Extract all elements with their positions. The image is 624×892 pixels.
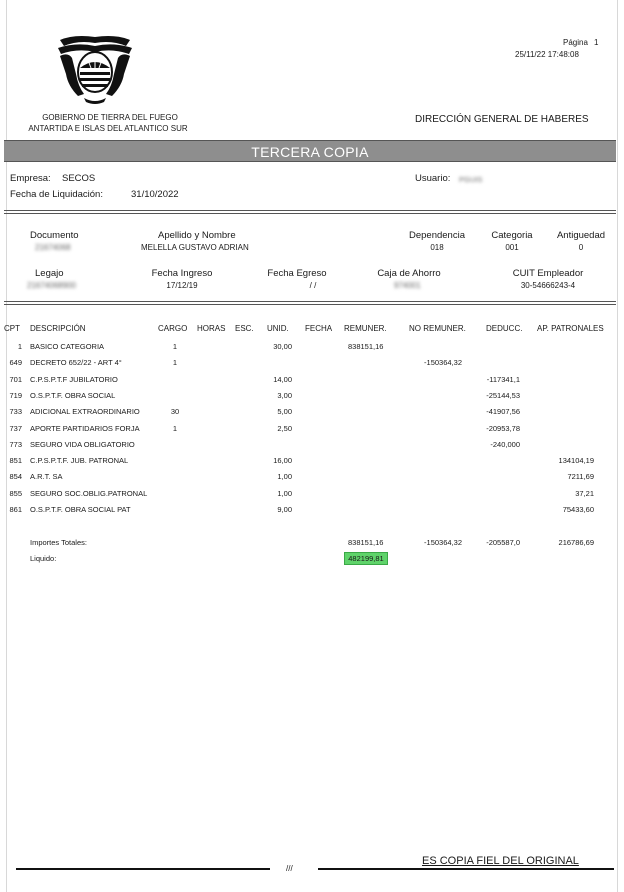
cell-unid: 30,00 xyxy=(273,342,292,351)
empresa-value: SECOS xyxy=(62,173,96,184)
divider-top xyxy=(4,210,616,214)
cell-remuner: 838151,16 xyxy=(348,342,384,351)
col-deducc: DEDUCC. xyxy=(486,324,523,333)
ingreso-value: 17/12/19 xyxy=(166,281,198,290)
direction-title: DIRECCIÓN GENERAL DE HABERES xyxy=(415,114,589,125)
caja-value: 974001 xyxy=(394,281,421,290)
usuario-value: PGUIS xyxy=(459,175,483,184)
totals-label: Importes Totales: xyxy=(30,538,87,547)
col-cpt: CPT xyxy=(4,324,20,333)
categoria-label: Categoria xyxy=(491,230,533,241)
cell-cargo: 30 xyxy=(170,407,180,416)
liquido-value: 482199,81 xyxy=(348,554,384,563)
cell-deducc: -20953,78 xyxy=(486,424,520,433)
certification-text: ES COPIA FIEL DEL ORIGINAL xyxy=(422,855,579,867)
nombre-value: MELELLA GUSTAVO ADRIAN xyxy=(141,243,249,252)
col-fecha: FECHA xyxy=(305,324,333,333)
cell-deducc: -240,000 xyxy=(490,440,520,449)
footer-mark: /// xyxy=(286,864,293,873)
copy-title-bar xyxy=(4,140,616,162)
gov-line-1: GOBIERNO DE TIERRA DEL FUEGO xyxy=(42,113,178,122)
cell-descripcion: SEGURO VIDA OBLIGATORIO xyxy=(30,440,135,449)
page-right-edge xyxy=(617,0,618,892)
page-number: 1 xyxy=(594,38,599,47)
categoria-value: 001 xyxy=(505,243,519,252)
col-unid: UNID. xyxy=(267,324,289,333)
cell-cpt: 861 xyxy=(9,505,22,514)
cell-unid: 14,00 xyxy=(273,375,292,384)
col-cargo: CARGO xyxy=(158,324,188,333)
cell-no-remuner: -150364,32 xyxy=(424,358,462,367)
cell-unid: 9,00 xyxy=(277,505,292,514)
legajo-label: Legajo xyxy=(35,268,64,279)
documento-value: 21674068 xyxy=(35,243,71,252)
copy-title: TERCERA COPIA xyxy=(251,144,369,160)
cell-descripcion: A.R.T. SA xyxy=(30,472,63,481)
cell-ap-patronales: 7211,69 xyxy=(567,472,594,481)
egreso-value: / / xyxy=(309,281,317,290)
cell-cargo: 1 xyxy=(172,424,178,433)
totals-ap-patronales: 216786,69 xyxy=(558,538,594,547)
cell-descripcion: O.S.P.T.F. OBRA SOCIAL PAT xyxy=(30,505,131,514)
cell-cargo: 1 xyxy=(172,358,178,367)
cell-descripcion: C.P.S.P.T.F. JUB. PATRONAL xyxy=(30,456,129,465)
fecha-liquidacion-label: Fecha de Liquidación: xyxy=(10,189,103,200)
cell-descripcion: ADICIONAL EXTRAORDINARIO xyxy=(30,407,140,416)
cell-ap-patronales: 37,21 xyxy=(575,489,594,498)
cell-cpt: 773 xyxy=(9,440,22,449)
cell-cpt: 719 xyxy=(9,391,22,400)
cuit-label: CUIT Empleador xyxy=(512,268,584,279)
cell-deducc: -117341,1 xyxy=(486,375,520,384)
col-remuner: REMUNER. xyxy=(344,324,387,333)
divider-mid xyxy=(4,301,616,305)
cell-unid: 3,00 xyxy=(277,391,292,400)
cell-cpt: 733 xyxy=(9,407,22,416)
cell-cpt: 701 xyxy=(9,375,22,384)
cell-descripcion: O.S.P.T.F. OBRA SOCIAL xyxy=(30,391,116,400)
nombre-label: Apellido y Nombre xyxy=(158,230,236,241)
cell-unid: 2,50 xyxy=(277,424,292,433)
liquido-label: Liquido: xyxy=(30,554,57,563)
totals-no-remuner: -150364,32 xyxy=(424,538,462,547)
totals-remuner: 838151,16 xyxy=(348,538,384,547)
cell-unid: 1,00 xyxy=(277,472,292,481)
col-horas: HORAS xyxy=(197,324,226,333)
empresa-label: Empresa: xyxy=(10,173,51,184)
cell-ap-patronales: 134104,19 xyxy=(558,456,594,465)
cell-deducc: -41907,56 xyxy=(486,407,520,416)
col-ap-patronales: AP. PATRONALES xyxy=(537,324,604,333)
dependencia-value: 018 xyxy=(430,243,444,252)
antiguedad-value: 0 xyxy=(578,243,584,252)
footer-line-right xyxy=(318,868,614,870)
caja-label: Caja de Ahorro xyxy=(377,268,441,279)
cell-descripcion: SEGURO SOC.OBLIG.PATRONAL xyxy=(30,489,148,498)
cell-cpt: 737 xyxy=(9,424,22,433)
coat-of-arms-icon xyxy=(54,34,136,106)
cell-cpt: 851 xyxy=(9,456,22,465)
print-date-time: 25/11/22 17:48:08 xyxy=(515,50,579,59)
cell-deducc: -25144,53 xyxy=(486,391,520,400)
fecha-liquidacion-value: 31/10/2022 xyxy=(131,189,179,200)
totals-deducc: -205587,0 xyxy=(486,538,520,547)
col-esc: ESC. xyxy=(235,324,254,333)
ingreso-label: Fecha Ingreso xyxy=(151,268,213,279)
cell-cpt: 854 xyxy=(9,472,22,481)
gov-line-2: ANTARTIDA E ISLAS DEL ATLANTICO SUR xyxy=(28,124,188,133)
cell-descripcion: DECRETO 652/22 - ART 4° xyxy=(30,358,122,367)
documento-label: Documento xyxy=(30,230,79,241)
cell-descripcion: C.P.S.P.T.F JUBILATORIO xyxy=(30,375,118,384)
col-descripcion: DESCRIPCIÓN xyxy=(30,324,86,333)
cell-cpt: 855 xyxy=(9,489,22,498)
usuario-label: Usuario: xyxy=(415,173,451,184)
egreso-label: Fecha Egreso xyxy=(267,268,327,279)
legajo-value: 21674068900 xyxy=(27,281,76,290)
dependencia-label: Dependencia xyxy=(409,230,465,241)
cell-cpt: 1 xyxy=(17,342,22,351)
cell-ap-patronales: 75433,60 xyxy=(562,505,594,514)
col-no-remuner: NO REMUNER. xyxy=(409,324,466,333)
cuit-value: 30-54666243-4 xyxy=(520,281,576,290)
cell-unid: 16,00 xyxy=(273,456,292,465)
cell-cargo: 1 xyxy=(172,342,178,351)
cell-descripcion: APORTE PARTIDARIOS FORJA xyxy=(30,424,140,433)
cell-descripcion: BASICO CATEGORIA xyxy=(30,342,105,351)
footer-line-left xyxy=(16,868,270,870)
cell-unid: 5,00 xyxy=(277,407,292,416)
antiguedad-label: Antiguedad xyxy=(556,230,606,241)
page-label: Página xyxy=(563,38,588,47)
cell-unid: 1,00 xyxy=(277,489,292,498)
cell-cpt: 649 xyxy=(9,358,22,367)
